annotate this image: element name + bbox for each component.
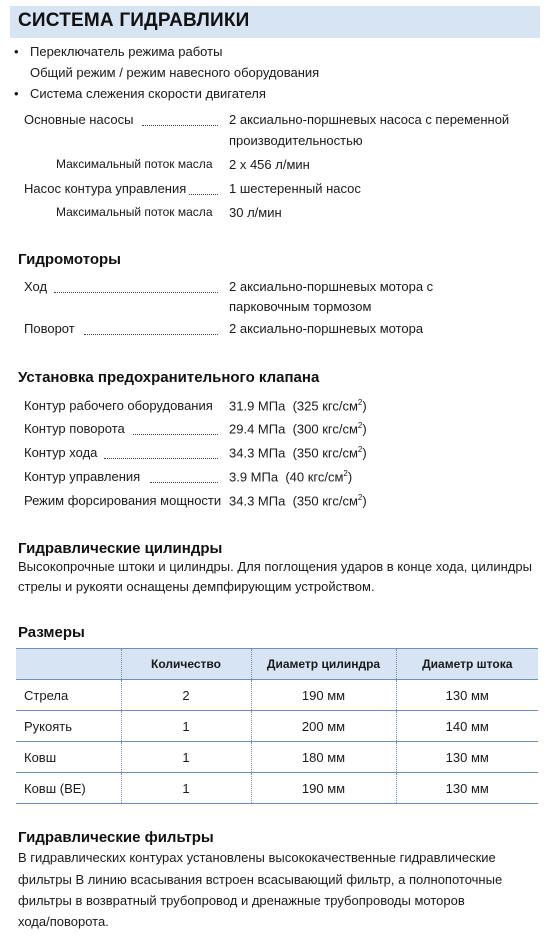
- table-row: [16, 680, 538, 711]
- bullet-marker: •: [14, 86, 19, 101]
- relief-value: 29.4 МПа (300 кгс/$см^2$): [229, 421, 367, 437]
- main-pumps-value-cont: производительностью: [229, 133, 363, 148]
- table-row: [16, 773, 538, 804]
- relief-heading: Установка предохранительного клапана: [18, 369, 320, 386]
- filters-text-line: В гидравлических контурах установлены высококачественные гидравлические: [18, 850, 496, 865]
- relief-value: 34.3 МПа (350 кгс/$см^2$): [229, 445, 367, 461]
- leader-dots: [150, 469, 218, 483]
- page-title: СИСТЕМА ГИДРАВЛИКИ: [18, 10, 250, 31]
- bullet-marker: •: [14, 44, 19, 59]
- table-cell: 1: [121, 742, 251, 773]
- relief-label: Контур поворота: [24, 421, 125, 436]
- filters-text-line: фильтры В линию всасывания встроен всасывающий фильтр, а полнопоточные: [18, 872, 503, 887]
- pilot-flow-label: Максимальный поток масла: [56, 205, 213, 219]
- table-cell: Стрела: [24, 687, 69, 703]
- table-cell: 1: [121, 773, 251, 804]
- dimensions-heading: Размеры: [18, 624, 85, 641]
- filters-heading: Гидравлические фильтры: [18, 829, 214, 846]
- relief-label: Контур хода: [24, 445, 98, 460]
- relief-value: 3.9 МПа (40 кгс/$см^2$): [229, 469, 353, 485]
- table-cell: Ковш (BE): [24, 780, 86, 796]
- main-pumps-value: 2 аксиально-поршневых насоса с переменной: [229, 112, 510, 127]
- table-header-row: [16, 649, 538, 680]
- leader-dots: [84, 321, 218, 335]
- dimensions-table: [16, 648, 538, 804]
- pilot-flow-value: 30 л/мин: [229, 205, 282, 220]
- relief-label: Контур управления: [24, 469, 141, 484]
- main-pumps-label: Основные насосы: [24, 112, 134, 127]
- table-cell: 2: [121, 680, 251, 711]
- pilot-pump-value: 1 шестеренный насос: [229, 181, 361, 196]
- motors-heading: Гидромоторы: [18, 251, 121, 268]
- table-row: [16, 711, 538, 742]
- travel-motor-value-cont: парковочным тормозом: [229, 299, 372, 314]
- filters-text-line: хода/поворота.: [18, 914, 109, 929]
- table-cell: 130 мм: [396, 680, 538, 711]
- title-banner: [10, 6, 540, 38]
- relief-label: Режим форсирования мощности: [24, 493, 222, 508]
- main-flow-label: Максимальный поток масла: [56, 157, 213, 171]
- travel-motor-label: Ход: [24, 279, 48, 294]
- bullet-speed-sensing: Система слежения скорости двигателя: [30, 86, 266, 101]
- travel-motor-value: 2 аксиально-поршневых мотора с: [229, 279, 434, 294]
- table-cell: 130 мм: [396, 773, 538, 804]
- table-cell: 200 мм: [251, 711, 396, 742]
- table-cell: 190 мм: [251, 680, 396, 711]
- leader-dots: [54, 279, 218, 293]
- table-cell: 130 мм: [396, 742, 538, 773]
- table-cell: 180 мм: [251, 742, 396, 773]
- leader-dots: [142, 112, 218, 126]
- table-cell: 190 мм: [251, 773, 396, 804]
- table-header: Диаметр цилиндра: [251, 649, 396, 680]
- table-cell: Ковш: [24, 749, 57, 765]
- relief-label: Контур рабочего оборудования: [24, 398, 213, 413]
- cylinders-text: Высокопрочные штоки и цилиндры. Для поглощения ударов в конце хода, цилиндры стрелы и рукояти оснащены демпфирующим устройством.: [18, 559, 532, 594]
- swing-motor-label: Поворот: [24, 321, 75, 336]
- main-flow-value: 2 х 456 л/мин: [229, 157, 310, 172]
- table-header: Диаметр штока: [396, 649, 538, 680]
- leader-dots: [133, 421, 218, 435]
- bullet-work-mode-detail: Общий режим / режим навесного оборудования: [30, 65, 320, 80]
- table-row: [16, 742, 538, 773]
- table-cell: 1: [121, 711, 251, 742]
- leader-dots: [189, 181, 218, 195]
- cylinders-heading: Гидравлические цилиндры: [18, 540, 223, 557]
- relief-value: 31.9 МПа (325 кгс/$см^2$): [229, 398, 367, 414]
- table-cell: 140 мм: [396, 711, 538, 742]
- table-header: Количество: [121, 649, 251, 680]
- pilot-pump-label: Насос контура управления: [24, 181, 187, 196]
- table-header: [16, 649, 121, 680]
- relief-value: 34.3 МПа (350 кгс/$см^2$): [229, 493, 367, 509]
- table-cell: Рукоять: [24, 718, 73, 734]
- bullet-work-mode: Переключатель режима работы: [30, 44, 223, 59]
- swing-motor-value: 2 аксиально-поршневых мотора: [229, 321, 424, 336]
- leader-dots: [104, 445, 218, 459]
- filters-text-line: фильтры в возвратный трубопровод и дренажные трубопроводы моторов: [18, 893, 465, 908]
